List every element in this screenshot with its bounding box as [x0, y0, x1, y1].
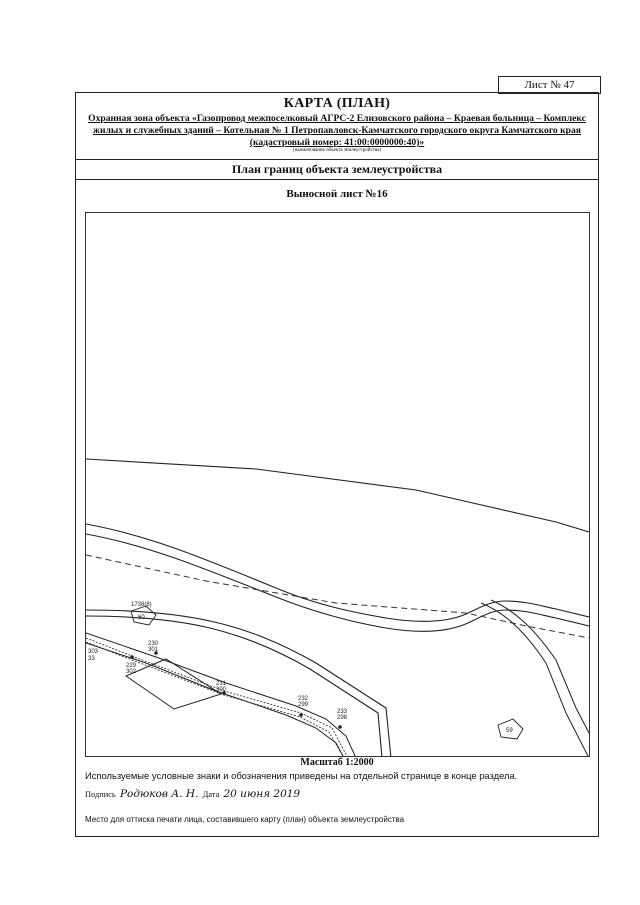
- object-caption: (наименование объекта землеустройства): [292, 148, 382, 153]
- signature-date: 20 июня 2019: [223, 788, 301, 800]
- label-parcel-60: 60: [138, 615, 145, 621]
- road-boundary-line: [86, 616, 382, 757]
- protection-zone-boundary: [86, 633, 356, 757]
- title-block: [76, 93, 598, 160]
- sheet-number: Лист № 47: [498, 76, 601, 94]
- object-description: Охранная зона объекта «Газопровод межпоселковый АГРС-2 Елизовского района – Краевая больница – Комплекс жилых и служебных зданий – Котельная № 1 Петропавловск-Камчатского городского округа Камчатского края (кадастровый номер: 41:00:0000000:40)»: [88, 113, 586, 148]
- date-label: Дата: [202, 790, 220, 799]
- map-sheet-frame: [75, 92, 599, 837]
- point-marker: [338, 725, 342, 729]
- label-parcel-59: 59: [506, 728, 513, 734]
- label-point-231: 231: [216, 681, 227, 687]
- point-marker: [130, 655, 134, 659]
- road-boundary-line: [86, 524, 589, 621]
- map-drawing-area: [85, 212, 590, 757]
- label-point-229: 229: [126, 663, 137, 669]
- sub-sheet-heading: Выносной лист №16: [286, 188, 388, 200]
- parcel-boundary-dashed: [86, 555, 589, 638]
- road-boundary-line: [481, 603, 589, 757]
- parcel-outline: [126, 659, 221, 709]
- label-code-738: 1738(8): [131, 602, 152, 608]
- map-title: КАРТА (ПЛАН): [283, 96, 391, 111]
- road-boundary-line: [86, 459, 589, 532]
- map-drawing: [86, 213, 590, 757]
- road-boundary-line: [86, 534, 589, 631]
- label-point-left-a: 303: [88, 649, 99, 655]
- label-point-300: 300: [216, 687, 227, 693]
- legend-note: Используемые условные знаки и обозначения приведены на отдельной странице в конце раздела.: [85, 770, 518, 781]
- label-point-230: 230: [148, 641, 159, 647]
- point-marker: [299, 713, 303, 717]
- plan-heading: План границ объекта землеустройства: [76, 159, 598, 180]
- label-point-301: 301: [148, 647, 159, 653]
- label-point-298: 298: [337, 715, 348, 721]
- label-point-232: 232: [298, 696, 309, 702]
- stamp-place-note: Место для оттиска печати лица, составившего карту (план) объекта землеустройства: [85, 815, 405, 824]
- label-point-299: 299: [298, 702, 309, 708]
- map-scale: Масштаб 1:2000: [300, 757, 374, 768]
- signature-name: Родюков А. Н.: [119, 788, 199, 800]
- signature-label: Подпись: [85, 790, 116, 799]
- label-point-302: 302: [126, 669, 137, 675]
- road-boundary-line: [491, 600, 589, 733]
- signature-line: [85, 788, 300, 800]
- label-point-233: 233: [337, 709, 348, 715]
- label-point-left-b: 33: [88, 656, 95, 662]
